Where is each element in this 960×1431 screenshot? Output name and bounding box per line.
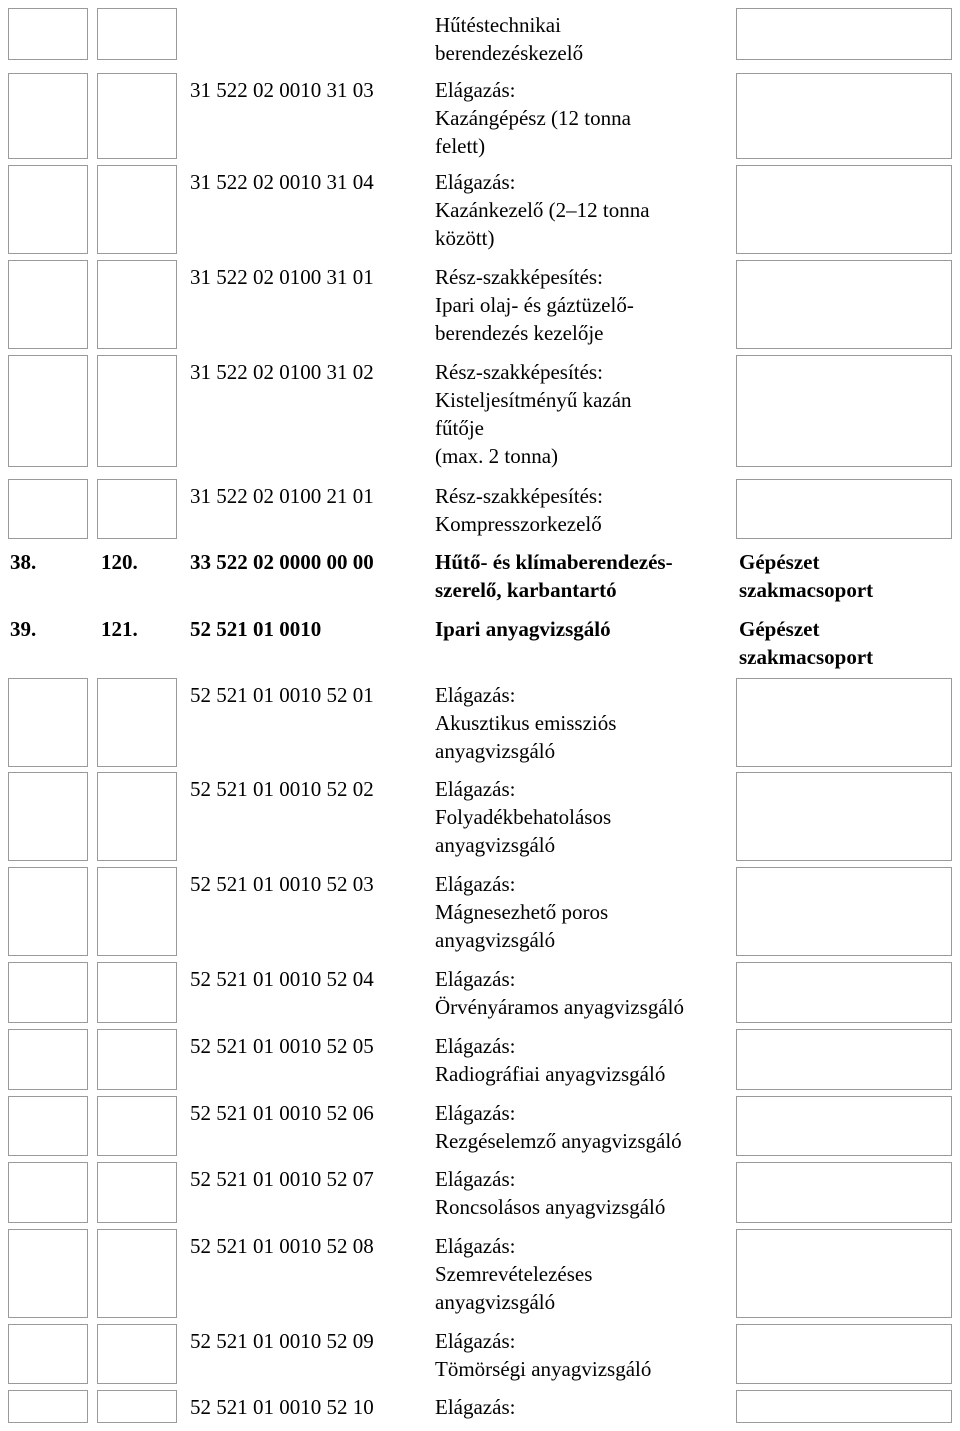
qualification-code: 52 521 01 0010 52 08 bbox=[190, 1234, 374, 1258]
qualification-title-line: Elágazás: bbox=[435, 683, 516, 707]
qualification-title-line: Örvényáramos anyagvizsgáló bbox=[435, 995, 684, 1019]
qualification-title-line: Rész-szakképesítés: bbox=[435, 265, 603, 289]
qualification-title-line: Tömörségi anyagvizsgáló bbox=[435, 1357, 652, 1381]
qualification-title-line: Elágazás: bbox=[435, 777, 516, 801]
qualification-title-line: anyagvizsgáló bbox=[435, 833, 556, 857]
group-label-line: Gépészet bbox=[739, 550, 820, 574]
qualification-title-line: Elágazás: bbox=[435, 1395, 516, 1419]
qualification-id: 121. bbox=[101, 617, 138, 641]
empty-cell bbox=[736, 772, 952, 861]
empty-cell bbox=[8, 678, 88, 767]
empty-cell bbox=[97, 73, 177, 159]
empty-cell bbox=[8, 1096, 88, 1156]
qualification-title-line: Elágazás: bbox=[435, 872, 516, 896]
qualification-title-line: anyagvizsgáló bbox=[435, 928, 556, 952]
group-label-line: szakmacsoport bbox=[739, 578, 874, 602]
qualification-code: 31 522 02 0010 31 04 bbox=[190, 170, 374, 194]
empty-cell bbox=[8, 1029, 88, 1090]
qualification-title-line: Ipari olaj- és gáztüzelő- bbox=[435, 293, 634, 317]
empty-cell bbox=[97, 1029, 177, 1090]
empty-cell bbox=[8, 8, 88, 60]
empty-cell bbox=[736, 479, 952, 539]
qualification-title-line: Rész-szakképesítés: bbox=[435, 484, 603, 508]
empty-cell bbox=[736, 165, 952, 254]
qualification-title-line: Hűtéstechnikai bbox=[435, 13, 561, 37]
empty-cell bbox=[736, 73, 952, 159]
qualification-title-line: Elágazás: bbox=[435, 170, 516, 194]
qualification-code: 52 521 01 0010 52 02 bbox=[190, 777, 374, 801]
qualification-title-line: Elágazás: bbox=[435, 1034, 516, 1058]
qualification-title-line: Elágazás: bbox=[435, 1101, 516, 1125]
empty-cell bbox=[8, 962, 88, 1023]
empty-cell bbox=[8, 165, 88, 254]
qualification-code: 52 521 01 0010 52 05 bbox=[190, 1034, 374, 1058]
qualification-title-line: felett) bbox=[435, 134, 486, 158]
qualification-title-line: anyagvizsgáló bbox=[435, 1290, 556, 1314]
empty-cell bbox=[8, 1324, 88, 1384]
qualification-title-line: berendezéskezelő bbox=[435, 41, 584, 65]
qualification-code: 31 522 02 0100 31 01 bbox=[190, 265, 374, 289]
empty-cell bbox=[736, 1324, 952, 1384]
qualification-title-line: Folyadékbehatolásos bbox=[435, 805, 612, 829]
qualification-title-line: Kompresszorkezelő bbox=[435, 512, 602, 536]
empty-cell bbox=[8, 355, 88, 467]
empty-cell bbox=[97, 8, 177, 60]
qualification-title-line: Elágazás: bbox=[435, 1167, 516, 1191]
empty-cell bbox=[736, 1096, 952, 1156]
qualification-title-line: Elágazás: bbox=[435, 1329, 516, 1353]
qualification-title-line: Hűtő- és klímaberendezés- bbox=[435, 550, 673, 574]
qualification-title-line: Elágazás: bbox=[435, 1234, 516, 1258]
qualification-title-line: Ipari anyagvizsgáló bbox=[435, 617, 611, 641]
empty-cell bbox=[8, 73, 88, 159]
empty-cell bbox=[736, 260, 952, 349]
qualification-title-line: anyagvizsgáló bbox=[435, 739, 556, 763]
qualification-title-line: fűtője bbox=[435, 416, 484, 440]
row-number: 39. bbox=[10, 617, 37, 641]
empty-cell bbox=[8, 1162, 88, 1223]
qualification-code: 31 522 02 0100 21 01 bbox=[190, 484, 374, 508]
group-label-line: szakmacsoport bbox=[739, 645, 874, 669]
empty-cell bbox=[736, 1390, 952, 1423]
empty-cell bbox=[97, 962, 177, 1023]
qualification-id: 120. bbox=[101, 550, 138, 574]
empty-cell bbox=[8, 867, 88, 956]
group-label-line: Gépészet bbox=[739, 617, 820, 641]
qualification-title-line: (max. 2 tonna) bbox=[435, 444, 559, 468]
qualification-code: 52 521 01 0010 52 09 bbox=[190, 1329, 374, 1353]
empty-cell bbox=[736, 1229, 952, 1318]
empty-cell bbox=[736, 1029, 952, 1090]
qualification-title-line: Kisteljesítményű kazán bbox=[435, 388, 632, 412]
empty-cell bbox=[736, 1162, 952, 1223]
empty-cell bbox=[97, 678, 177, 767]
qualification-title-line: berendezés kezelője bbox=[435, 321, 604, 345]
empty-cell bbox=[736, 678, 952, 767]
qualification-title-line: Kazángépész (12 tonna bbox=[435, 106, 631, 130]
empty-cell bbox=[736, 8, 952, 60]
empty-cell bbox=[736, 867, 952, 956]
empty-cell bbox=[97, 1390, 177, 1423]
qualification-title-line: Akusztikus emissziós bbox=[435, 711, 617, 735]
qualification-code: 31 522 02 0100 31 02 bbox=[190, 360, 374, 384]
empty-cell bbox=[97, 1324, 177, 1384]
qualification-title-line: Roncsolásos anyagvizsgáló bbox=[435, 1195, 666, 1219]
qualification-code: 52 521 01 0010 52 04 bbox=[190, 967, 374, 991]
qualification-code: 31 522 02 0010 31 03 bbox=[190, 78, 374, 102]
empty-cell bbox=[97, 479, 177, 539]
empty-cell bbox=[97, 867, 177, 956]
qualification-code: 52 521 01 0010 52 01 bbox=[190, 683, 374, 707]
empty-cell bbox=[8, 1229, 88, 1318]
empty-cell bbox=[97, 1162, 177, 1223]
qualification-code: 52 521 01 0010 52 07 bbox=[190, 1167, 374, 1191]
qualification-title-line: között) bbox=[435, 226, 495, 250]
qualification-code: 52 521 01 0010 bbox=[190, 617, 322, 641]
qualification-title-line: Radiográfiai anyagvizsgáló bbox=[435, 1062, 666, 1086]
empty-cell bbox=[97, 355, 177, 467]
empty-cell bbox=[8, 479, 88, 539]
qualification-title-line: Rész-szakképesítés: bbox=[435, 360, 603, 384]
row-number: 38. bbox=[10, 550, 37, 574]
empty-cell bbox=[97, 772, 177, 861]
empty-cell bbox=[97, 1096, 177, 1156]
qualification-title-line: Kazánkezelő (2–12 tonna bbox=[435, 198, 650, 222]
empty-cell bbox=[736, 962, 952, 1023]
empty-cell bbox=[8, 1390, 88, 1423]
qualification-title-line: Szemrevételezéses bbox=[435, 1262, 593, 1286]
qualification-code: 52 521 01 0010 52 10 bbox=[190, 1395, 374, 1419]
empty-cell bbox=[97, 1229, 177, 1318]
qualification-title-line: Elágazás: bbox=[435, 967, 516, 991]
empty-cell bbox=[97, 260, 177, 349]
empty-cell bbox=[736, 355, 952, 467]
qualification-code: 33 522 02 0000 00 00 bbox=[190, 550, 374, 574]
qualification-code: 52 521 01 0010 52 03 bbox=[190, 872, 374, 896]
qualification-code: 52 521 01 0010 52 06 bbox=[190, 1101, 374, 1125]
qualification-title-line: szerelő, karbantartó bbox=[435, 578, 617, 602]
empty-cell bbox=[97, 165, 177, 254]
qualification-title-line: Mágnesezhető poros bbox=[435, 900, 609, 924]
empty-cell bbox=[8, 260, 88, 349]
qualification-title-line: Elágazás: bbox=[435, 78, 516, 102]
qualification-title-line: Rezgéselemző anyagvizsgáló bbox=[435, 1129, 682, 1153]
empty-cell bbox=[8, 772, 88, 861]
